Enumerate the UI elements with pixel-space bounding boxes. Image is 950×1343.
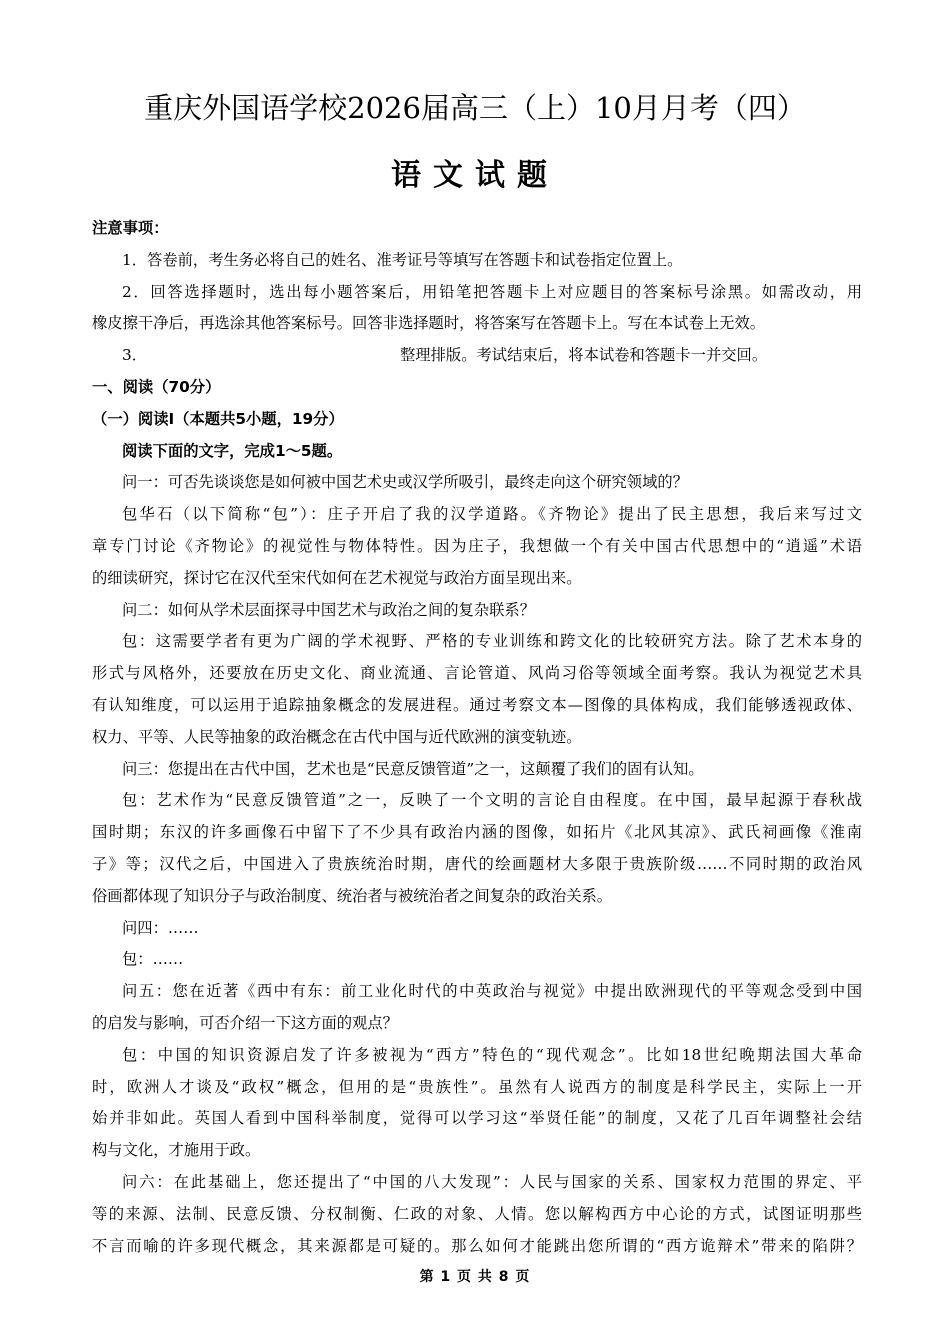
answer-5-line-4: 构与文化，才施用于政。 — [92, 1141, 261, 1160]
section-sub-heading: （一）阅读Ⅰ（本题共5小题，19分） — [92, 409, 344, 428]
question-5-line-1: 问五：您在近著《西中有东：前工业化时代的中英政治与视觉》中提出欧洲现代的平等观念受到中国 — [122, 982, 862, 1001]
question-3: 问三：您提出在古代中国，艺术也是“民意反馈管道”之一，这颠覆了我们的固有认知。 — [122, 759, 704, 778]
notice-item-1: 1．答卷前，考生务必将自己的姓名、准考证号等填写在答题卡和试卷指定位置上。 — [122, 250, 683, 269]
answer-3-line-2: 国时期；东汉的许多画像石中留下了不少具有政治内涵的图像，如拓片《北风其凉》、武氏祠画像《淮南 — [92, 823, 862, 842]
question-6-line-2: 等的来源、法制、民意反馈、分权制衡、仁政的对象、人情。您以解构西方中心论的方式，试图证明那些 — [92, 1204, 862, 1223]
question-5-line-2: 的启发与影响，可否介绍一下这方面的观点？ — [92, 1013, 398, 1032]
question-6-line-3: 不言而喻的许多现代概念，其来源都是可疑的。那么如何才能跳出您所谓的“西方诡辩术”带来的陷阱？ — [92, 1236, 862, 1255]
question-4: 问四：…… — [122, 918, 199, 937]
notice-item-3 — [92, 340, 862, 372]
answer-2-line-2: 形式与风格外，还要放在历史文化、商业流通、言论管道、风尚习俗等领域全面考察。我认为视觉艺术具 — [92, 664, 862, 683]
answer-5-line-3: 始并非如此。英国人看到中国科举制度，觉得可以学习这“举贤任能”的制度，又花了几百年调整社会结 — [92, 1109, 862, 1128]
section-heading: 一、阅读（70分） — [92, 377, 221, 396]
notice-item-2-line-2: 橡皮擦干净后，再选涂其他答案标号。回答非选择题时，将答案写在答题卡上。写在本试卷上无效。 — [92, 314, 766, 333]
answer-4: 包：…… — [122, 950, 184, 969]
page-body — [92, 213, 862, 1262]
answer-3-line-1: 包：艺术作为“民意反馈管道”之一，反映了一个文明的言论自由程度。在中国，最早起源于春秋战 — [122, 791, 862, 810]
exam-title: 重庆外国语学校2026届高三（上）10月月考（四） — [144, 91, 806, 125]
answer-2-line-1: 包：这需要学者有更为广阔的学术视野、严格的专业训练和跨文化的比较研究方法。除了艺术本身的 — [122, 632, 862, 651]
subject-title: 语文试题 — [391, 158, 559, 193]
section-instruction: 阅读下面的文字，完成1～5题。 — [122, 441, 343, 460]
notice-item-3-text: 整理排版。考试结束后，将本试卷和答题卡一并交回。 — [400, 346, 768, 365]
answer-1-line-2: 章专门讨论《齐物论》的视觉性与物体特性。因为庄子，我想做一个有关中国古代思想中的“逍遥”术语 — [92, 536, 862, 555]
answer-5-line-1: 包：中国的知识资源启发了许多被视为“西方”特色的“现代观念”。比如18世纪晚期法国大革命 — [122, 1045, 862, 1064]
answer-2-line-4: 权力、平等、人民等抽象的政治概念在古代中国与近代欧洲的演变轨迹。 — [92, 727, 582, 746]
answer-1-line-3: 的细读研究，探讨它在汉代至宋代如何在艺术视觉与政治方面呈现出来。 — [92, 568, 582, 587]
notice-item-2-line-1: 2．回答选择题时，选出每小题答案后，用铅笔把答题卡上对应题目的答案标号涂黑。如需改动，用 — [122, 282, 862, 301]
answer-1-line-1: 包华石（以下简称“包”）：庄子开启了我的汉学道路。《齐物论》提出了民主思想，我后来写过文 — [122, 505, 862, 524]
page-number: 第 1 页 共 8 页 — [419, 1269, 531, 1285]
answer-2-line-3: 有认知维度，可以运用于追踪抽象概念的发展进程。通过考察文本—图像的具体构成，我们能够透视政体、 — [92, 695, 862, 714]
answer-3-line-3: 子》等；汉代之后，中国进入了贵族统治时期，唐代的绘画题材大多限于贵族阶级……不同时期的政治风 — [92, 854, 862, 873]
answer-5-line-2: 时，欧洲人才谈及“政权”概念，但用的是“贵族性”。虽然有人说西方的制度是科学民主，实际上一开 — [92, 1077, 862, 1096]
notice-item-3-number: 3． — [122, 346, 148, 365]
question-6-line-1: 问六：在此基础上，您还提出了“中国的八大发现”：人民与国家的关系、国家权力范围的界定、平 — [122, 1172, 862, 1191]
notice-heading: 注意事项： — [92, 219, 169, 237]
question-2: 问二：如何从学术层面探寻中国艺术与政治之间的复杂联系？ — [122, 600, 536, 619]
question-1: 问一：可否先谈谈您是如何被中国艺术史或汉学所吸引，最终走向这个研究领域的？ — [122, 473, 688, 492]
answer-3-line-4: 俗画都体现了知识分子与政治制度、统治者与被统治者之间复杂的政治关系。 — [92, 886, 613, 905]
